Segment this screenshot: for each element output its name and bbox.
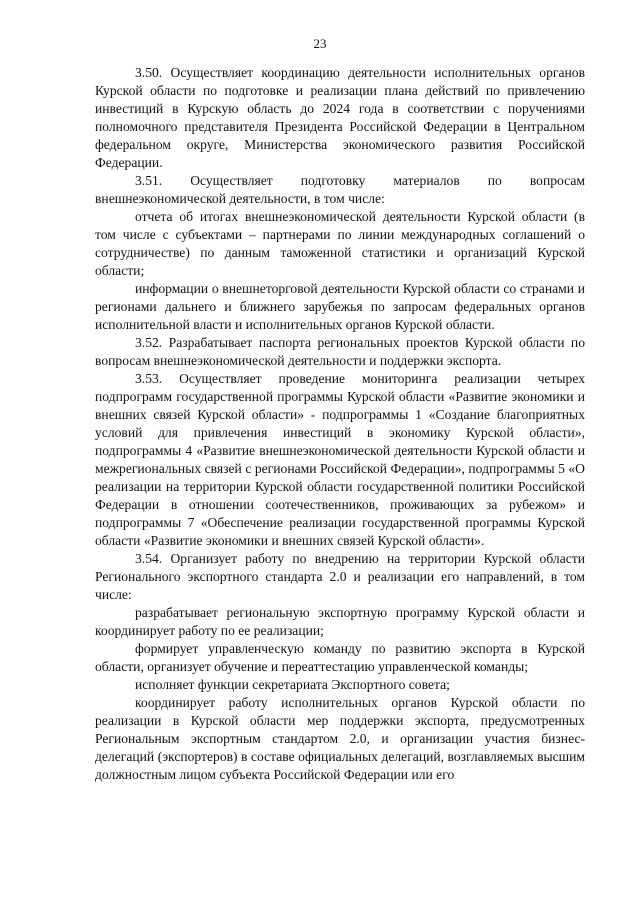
paragraph-3-51-report: отчета об итогах внешнеэкономической деятельности Курской области (в том числе с субъектами – партнерами по линии международных соглашений о сотрудничестве) по данным таможенной статистики и организаций Курской области; bbox=[95, 209, 585, 278]
paragraph-3-50: 3.50. Осуществляет координацию деятельности исполнительных органов Курской области по подготовке и реализации плана действий по привлечению инвестиций в Курскую область до 2024 года в соответствии с поручениями полномочного представителя Президента Российской Федерации в Центральном федеральном округе, Министерства экономического развития Российской Федерации. bbox=[95, 65, 585, 170]
document-body bbox=[95, 64, 585, 784]
paragraph-3-54-program: разрабатывает региональную экспортную программу Курской области и координирует работу по ее реализации; bbox=[95, 605, 585, 638]
paragraph-3-54-coordination: координирует работу исполнительных органов Курской области по реализации в Курской области мер поддержки экспорта, предусмотренных Региональным экспортным стандартом 2.0, и организации участия бизнес-делегаций (экспортеров) в составе официальных делегаций, возглавляемых высшим должностным лицом субъекта Российской Федерации или его bbox=[95, 695, 585, 782]
paragraph-3-51: 3.51. Осуществляет подготовку материалов по вопросам внешнеэкономической деятельности, в том числе: bbox=[95, 173, 585, 206]
paragraph-3-53: 3.53. Осуществляет проведение мониторинга реализации четырех подпрограмм государственной программы Курской области «Развитие экономики и внешних связей Курской области» - подпрограммы 1 «Создание благоприятных условий для привлечения инвестиций в экономику Курской области», подпрограммы 4 «Развитие внешнеэкономической деятельности Курской области и межрегиональных связей с регионами Российской Федерации», подпрограммы 5 «О реализации на территории Курской области государственной политики Российской Федерации в отношении соотечественников, проживающих за рубежом» и подпрограммы 7 «Обеспечение реализации государственной программы Курской области «Развитие экономики и внешних связей Курской области». bbox=[95, 371, 585, 548]
paragraph-3-54-team: формирует управленческую команду по развитию экспорта в Курской области, организует обучение и переаттестацию управленческой команды; bbox=[95, 641, 585, 674]
paragraph-3-54-secretariat: исполняет функции секретариата Экспортного совета; bbox=[135, 677, 450, 692]
paragraph-3-51-info: информации о внешнеторговой деятельности Курской области со странами и регионами дальнего и ближнего зарубежья по запросам федеральных органов исполнительной власти и исполнительных органов Курской области. bbox=[95, 281, 585, 332]
page-number: 23 bbox=[313, 36, 327, 51]
paragraph-3-52: 3.52. Разрабатывает паспорта региональных проектов Курской области по вопросам внешнеэкономической деятельности и поддержки экспорта. bbox=[95, 335, 585, 368]
paragraph-3-54: 3.54. Организует работу по внедрению на территории Курской области Регионального экспортного стандарта 2.0 и реализации его направлений, в том числе: bbox=[95, 551, 585, 602]
